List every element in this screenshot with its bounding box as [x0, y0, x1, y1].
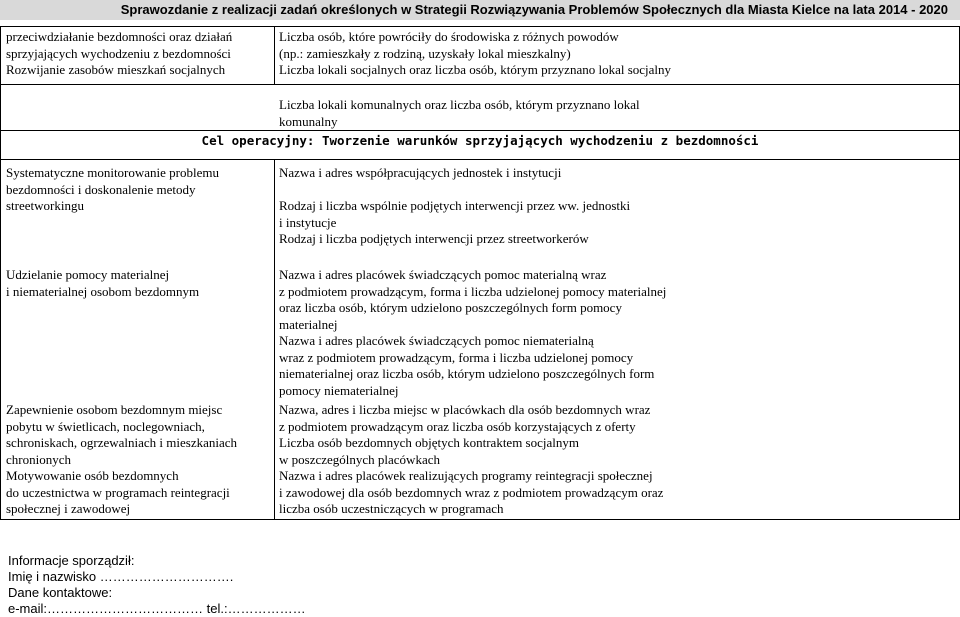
report-footer: [8, 553, 306, 617]
column-divider-bottom: [274, 159, 275, 520]
text-line: Rozwijanie zasobów mieszkań socjalnych: [6, 62, 226, 77]
table-top-border: [0, 26, 960, 27]
strategy-table: [0, 26, 960, 520]
goal-row-bottom-border: [0, 159, 960, 160]
text-line: sprzyjających wychodzeniu z bezdomności: [6, 45, 231, 61]
operational-goal-text: Cel operacyjny: Tworzenie warunków sprzyjających wychodzeniu z bezdomności: [201, 133, 759, 148]
indicator-cell-monitoring: [279, 165, 955, 248]
text-line: materialnej: [279, 316, 338, 332]
text-line: Systematyczne monitorowanie problemu: [6, 165, 220, 180]
text-line: i niematerialnej osobom bezdomnym: [6, 283, 200, 299]
text-line: Rodzaj i liczba wspólnie podjętych interwencji przez ww. jednostki: [279, 198, 631, 213]
text-line: liczba osób uczestniczących w programach: [279, 501, 504, 516]
text-line: Liczba lokali komunalnych oraz liczba osób, którym przyznano lokal: [279, 97, 640, 112]
operational-goal-heading: [0, 133, 960, 150]
text-line: Zapewnienie osobom bezdomnym miejsc: [6, 402, 223, 417]
text-line: Nazwa i adres współpracujących jednostek i instytucji: [279, 165, 562, 180]
text-line: [279, 182, 955, 199]
task-cell-motivation: [6, 468, 272, 518]
text-line: społecznej i zawodowej: [6, 501, 131, 516]
text-line: i instytucje: [279, 214, 337, 230]
text-line: Liczba osób bezdomnych objętych kontraktem socjalnym: [279, 435, 579, 450]
top-left-cell: [6, 29, 272, 79]
name-field-line: Imię i nazwisko ………………………….: [8, 569, 234, 584]
prepared-by-label: Informacje sporządził:: [8, 553, 135, 568]
text-line: schroniskach, ogrzewalniach i mieszkaniach: [6, 435, 238, 450]
text-line: komunalny: [279, 113, 338, 129]
text-line: Nazwa, adres i liczba miejsc w placówkach dla osób bezdomnych wraz: [279, 402, 651, 417]
contact-label: Dane kontaktowe:: [8, 585, 113, 600]
text-line: Motywowanie osób bezdomnych: [6, 468, 179, 483]
top-section-divider: [0, 84, 960, 85]
text-line: Nazwa i adres placówek świadczących pomoc niematerialną: [279, 333, 594, 348]
text-line: pomocy niematerialnej: [279, 382, 399, 398]
text-line: pobytu w świetlicach, noclegowniach,: [6, 418, 205, 434]
text-line: bezdomności i doskonalenie metody: [6, 181, 196, 197]
text-line: Rodzaj i liczba podjętych interwencji przez streetworkerów: [279, 231, 589, 246]
text-line: w poszczególnych placówkach: [279, 451, 440, 467]
text-line: chronionych: [6, 451, 71, 467]
indicator-cell-shelter: [279, 402, 955, 468]
top-right-cell: [279, 29, 955, 79]
text-line: z podmiotem prowadzącym, forma i liczba udzielonej pomocy materialnej: [279, 283, 667, 299]
text-line: Liczba lokali socjalnych oraz liczba osób, którym przyznano lokal socjalny: [279, 62, 672, 77]
text-line: (np.: zamieszkały z rodziną, uzyskały lokal mieszkalny): [279, 45, 571, 61]
goal-row-top-border: [0, 130, 960, 131]
table-left-border: [0, 26, 1, 520]
text-line: i zawodowej dla osób bezdomnych wraz z podmiotem prowadzącym oraz: [279, 484, 664, 500]
task-cell-monitoring: [6, 165, 272, 215]
indicator-cell-motivation: [279, 468, 955, 518]
text-line: niematerialnej oraz liczba osób, którym udzielono poszczególnych form: [279, 366, 655, 381]
task-cell-shelter: [6, 402, 272, 468]
column-divider-top: [274, 26, 275, 84]
text-line: Udzielanie pomocy materialnej: [6, 267, 170, 282]
text-line: oraz liczba osób, którym udzielono poszczególnych form pomocy: [279, 300, 622, 315]
text-line: Nazwa i adres placówek realizujących programy reintegracji społecznej: [279, 468, 653, 483]
text-line: Liczba osób, które powróciły do środowiska z różnych powodów: [279, 29, 619, 44]
task-cell-material-aid: [6, 267, 272, 300]
text-line: wraz z podmiotem prowadzącym, forma i liczba udzielonej pomocy: [279, 349, 634, 365]
text-line: streetworkingu: [6, 198, 84, 213]
text-line: Nazwa i adres placówek świadczących pomoc materialną wraz: [279, 267, 607, 282]
top-right-lower-cell: [279, 97, 955, 130]
indicator-cell-material-aid: [279, 267, 955, 399]
report-title: Sprawozdanie z realizacji zadań określonych w Strategii Rozwiązywania Problemów Społecznych dla Miasta Kielce na lata 2014 - 2020: [120, 2, 948, 17]
table-bottom-border: [0, 519, 960, 520]
report-header: [0, 0, 960, 20]
text-line: z podmiotem prowadzącym oraz liczba osób korzystających z oferty: [279, 418, 636, 434]
text-line: do uczestnictwa w programach reintegracji: [6, 484, 230, 500]
text-line: przeciwdziałanie bezdomności oraz działań: [6, 29, 233, 44]
email-phone-line: e-mail:……………………………… tel.:………………: [8, 601, 306, 616]
